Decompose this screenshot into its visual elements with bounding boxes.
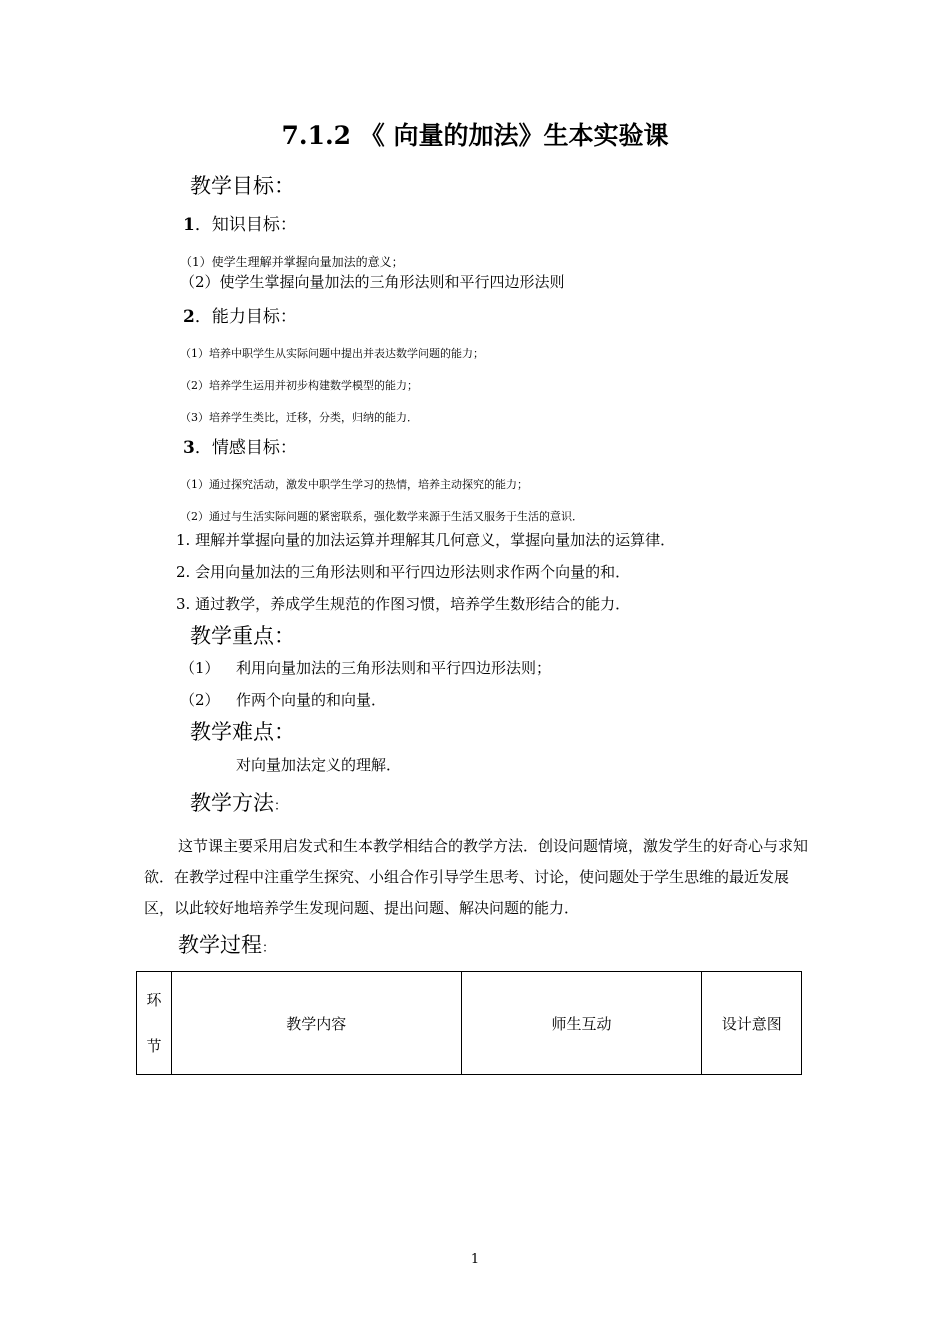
emotion-objective-number: 3 [183, 438, 195, 458]
extra-objective-1: 1. 理解并掌握向量的加法运算并理解其几何意义，掌握向量加法的运算律． [176, 531, 676, 549]
key-point-no-2: （2） [180, 691, 220, 709]
ability-item-2: （2）培养学生运用并初步构建数学模型的能力； [180, 379, 418, 392]
extra-objective-2: 2. 会用向量加法的三角形法则和平行四边形法则求作两个向量的和． [176, 563, 631, 581]
method-paragraph: 这节课主要采用启发式和生本教学相结合的教学方法．创设问题情境，激发学生的好奇心与求知欲．在教学过程中注重学生探究、小组合作引导学生思考、讨论，使问题处于学生思维的最近发展区，以此较好地培养学生发现问题、提出问题、解决问题的能力． [144, 837, 809, 917]
stage-column-header [137, 972, 172, 1075]
page-number: 1 [470, 1252, 480, 1267]
knowledge-item-2: （2）使学生掌握向量加法的三角形法则和平行四边形法则 [180, 273, 565, 291]
difficulty-text: 对向量加法定义的理解． [236, 756, 402, 774]
knowledge-item-1: （1）使学生理解并掌握向量加法的意义； [180, 255, 404, 269]
content-column-header: 教学内容 [171, 972, 461, 1075]
knowledge-objective-label: ．知识目标： [194, 215, 297, 235]
ability-objective-label: ．能力目标： [194, 307, 297, 327]
key-point-text-2: 作两个向量的和向量． [236, 691, 387, 709]
key-points-heading: 教学重点： [190, 624, 295, 648]
emotion-objective-heading [183, 433, 297, 458]
method-heading-colon: ： [274, 799, 288, 814]
stage-header-top: 环 [146, 991, 162, 1009]
emotion-objective-label: ．情感目标： [194, 438, 297, 458]
objectives-heading: 教学目标： [190, 174, 295, 198]
ability-item-1: （1）培养中职学生从实际问题中提出并表达数学问题的能力； [180, 347, 484, 360]
intent-column-header: 设计意图 [702, 972, 802, 1075]
knowledge-objective-number: 1 [183, 215, 195, 235]
stage-header-bottom: 节 [146, 1037, 162, 1055]
document-title: 7.1.2 《 向量的加法》生本实验课 [281, 121, 669, 150]
process-table [136, 971, 802, 1075]
interaction-column-header: 师生互动 [461, 972, 702, 1075]
method-heading [190, 787, 287, 817]
key-point-no-1: （1） [180, 659, 220, 677]
emotion-item-1: （1）通过探究活动，激发中职学生学习的热情，培养主动探究的能力； [180, 478, 528, 491]
knowledge-objective-heading [183, 210, 297, 235]
process-heading-colon: ： [262, 941, 276, 956]
method-heading-label: 教学方法 [190, 791, 274, 815]
ability-objective-number: 2 [183, 307, 195, 327]
process-heading-label: 教学过程 [178, 933, 262, 957]
extra-objective-3: 3. 通过教学，养成学生规范的作图习惯，培养学生数形结合的能力． [176, 595, 631, 613]
difficulty-heading: 教学难点： [190, 720, 295, 744]
key-point-text-1: 利用向量加法的三角形法则和平行四边形法则； [236, 659, 552, 677]
ability-item-3: （3）培养学生类比，迁移，分类，归纳的能力． [180, 411, 418, 424]
ability-objective-heading [183, 302, 297, 327]
process-heading [178, 929, 275, 959]
emotion-item-2: （2）通过与生活实际问题的紧密联系，强化数学来源于生活又服务于生活的意识． [180, 510, 583, 523]
table-header-row [137, 972, 802, 1075]
